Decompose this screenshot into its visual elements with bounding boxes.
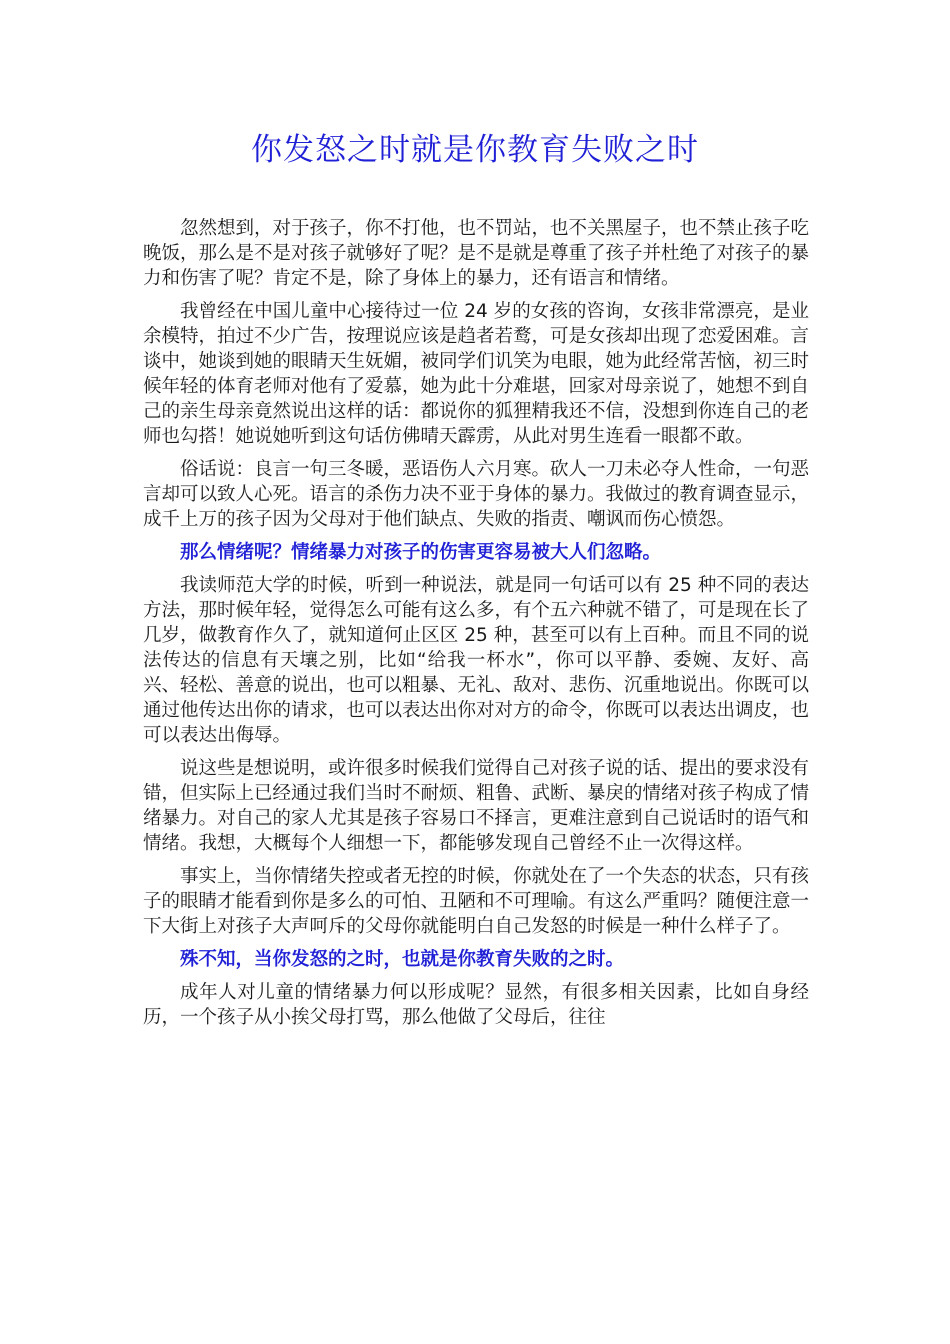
paragraph-4: 我读师范大学的时候，听到一种说法，就是同一句话可以有 25 种不同的表达方法，那时候年轻，觉得怎么可能有这么多，有个五六种就不错了，可是现在长了几岁，做教育作久了，就知道何止区区 25 种，甚至可以有上百种。而且不同的说法传达的信息有天壤之别，比如“给我一杯水”，你可以平静、委婉、友好、高兴、轻松、善意的说出，也可以粗暴、无礼、敌对、悲伤、沉重地说出。你既可以通过他传达出你的请求，也可以表达出你对对方的命令，你既可以表达出调皮，也可以表达出侮辱。 <box>143 575 810 746</box>
emphasis-heading-1: 那么情绪呢？情绪暴力对孩子的伤害更容易被大人们忽略。 <box>180 542 662 563</box>
paragraph-1: 忽然想到，对于孩子，你不打他，也不罚站，也不关黑屋子，也不禁止孩子吃晚饭，那么是不是对孩子就够好了呢？是不是就是尊重了孩子并杜绝了对孩子的暴力和伤害了呢？肯定不是，除了身体上的暴力，还有语言和情绪。 <box>143 218 810 289</box>
paragraph-2: 我曾经在中国儿童中心接待过一位 24 岁的女孩的咨询，女孩非常漂亮，是业余模特，拍过不少广告，按理说应该是趋者若鹜，可是女孩却出现了恋爱困难。言谈中，她谈到她的眼睛天生妩媚，被同学们讥笑为电眼，她为此经常苦恼，初三时候年轻的体育老师对他有了爱慕，她为此十分难堪，回家对母亲说了，她想不到自己的亲生母亲竟然说出这样的话：都说你的狐狸精我还不信，没想到你连自己的老师也勾搭！她说她听到这句话仿佛晴天霹雳，从此对男生连看一眼都不敢。 <box>143 301 810 447</box>
paragraph-3: 俗话说：良言一句三冬暖，恶语伤人六月寒。砍人一刀未必夺人性命，一句恶言却可以致人心死。语言的杀伤力决不亚于身体的暴力。我做过的教育调查显示，成千上万的孩子因为父母对于他们缺点、失败的指责、嘲讽而伤心愤怨。 <box>143 459 810 530</box>
paragraph-6: 事实上，当你情绪失控或者无控的时候，你就处在了一个失态的状态，只有孩子的眼睛才能看到你是多么的可怕、丑陋和不可理喻。有这么严重吗？随便注意一下大街上对孩子大声呵斥的父母你就能明白自己发怒的时候是一种什么样子了。 <box>143 866 810 937</box>
emphasis-heading-2: 殊不知，当你发怒的之时，也就是你教育失败的之时。 <box>180 949 625 970</box>
document-body <box>143 216 809 1038</box>
document-title: 你发怒之时就是你教育失败之时 <box>251 132 699 168</box>
paragraph-5: 说这些是想说明，或许很多时候我们觉得自己对孩子说的话、提出的要求没有错，但实际上已经通过我们当时不耐烦、粗鲁、武断、暴戾的情绪对孩子构成了情绪暴力。对自己的家人尤其是孩子容易口不择言，更难注意到自己说话时的语气和情绪。我想，大概每个人细想一下，都能够发现自己曾经不止一次得这样。 <box>143 758 810 854</box>
paragraph-7: 成年人对儿童的情绪暴力何以形成呢？显然，有很多相关因素，比如自身经历，一个孩子从小挨父母打骂，那么他做了父母后，往往 <box>143 982 809 1028</box>
